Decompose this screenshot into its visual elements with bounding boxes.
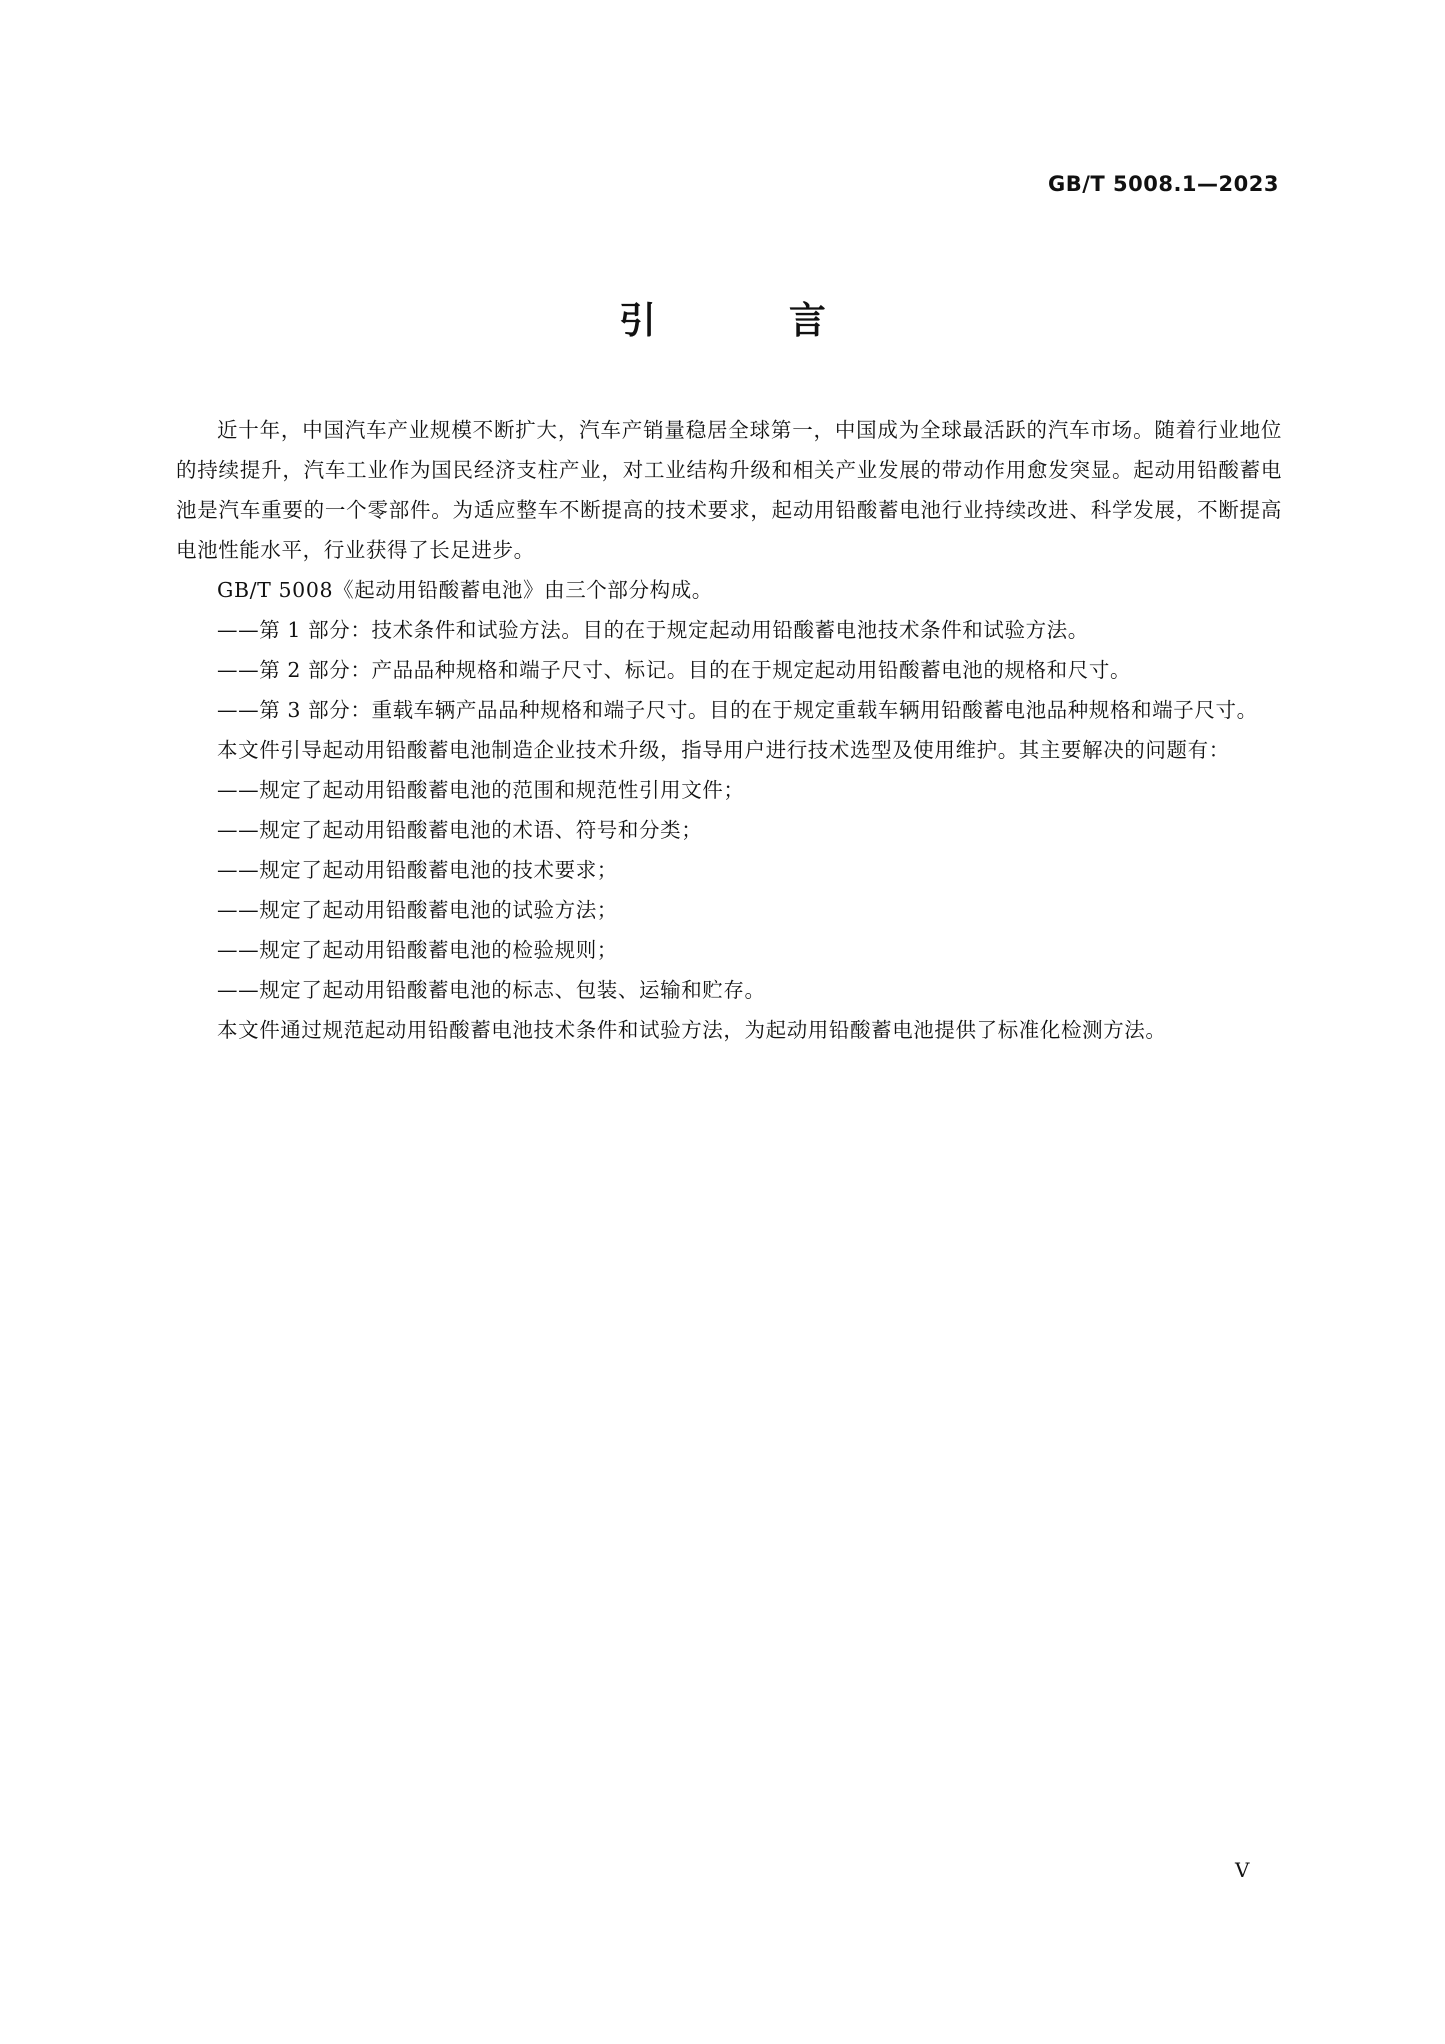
list-item-problem-5: ——规定了起动用铅酸蓄电池的检验规则； [217,938,618,962]
list-item-problem-1: ——规定了起动用铅酸蓄电池的范围和规范性引用文件； [217,778,745,802]
list-item-problem-4: ——规定了起动用铅酸蓄电池的试验方法； [217,898,618,922]
paragraph-parts-intro: GB/T 5008《起动用铅酸蓄电池》由三个部分构成。 [217,578,713,602]
list-item-part-3: ——第 3 部分：重载车辆产品品种规格和端子尺寸。目的在于规定重载车辆用铅酸蓄电池品种规格和端子尺寸。 [217,698,1258,722]
list-item-part-2: ——第 2 部分：产品品种规格和端子尺寸、标记。目的在于规定起动用铅酸蓄电池的规格和尺寸。 [217,658,1132,682]
paragraph-conclusion: 本文件通过规范起动用铅酸蓄电池技术条件和试验方法，为起动用铅酸蓄电池提供了标准化检测方法。 [217,1018,1167,1042]
paragraph-purpose: 本文件引导起动用铅酸蓄电池制造企业技术升级，指导用户进行技术选型及使用维护。其主要解决的问题有： [217,738,1230,762]
list-item-problem-6: ——规定了起动用铅酸蓄电池的标志、包装、运输和贮存。 [217,978,766,1002]
document-body [176,410,1282,1050]
list-item-problem-3: ——规定了起动用铅酸蓄电池的技术要求； [217,858,618,882]
section-title: 引 言 [619,299,886,342]
document-code: GB/T 5008.1—2023 [1047,172,1279,196]
list-item-problem-2: ——规定了起动用铅酸蓄电池的术语、符号和分类； [217,818,703,842]
list-item-part-1: ——第 1 部分：技术条件和试验方法。目的在于规定起动用铅酸蓄电池技术条件和试验方法。 [217,618,1089,642]
paragraph-intro: 近十年，中国汽车产业规模不断扩大，汽车产销量稳居全球第一，中国成为全球最活跃的汽车市场。随着行业地位的持续提升，汽车工业作为国民经济支柱产业，对工业结构升级和相关产业发展的带动作用愈发突显。起动用铅酸蓄电池是汽车重要的一个零部件。为适应整车不断提高的技术要求，起动用铅酸蓄电池行业持续改进、科学发展，不断提高电池性能水平，行业获得了长足进步。 [176,418,1282,562]
page-number: V [1235,1858,1250,1882]
